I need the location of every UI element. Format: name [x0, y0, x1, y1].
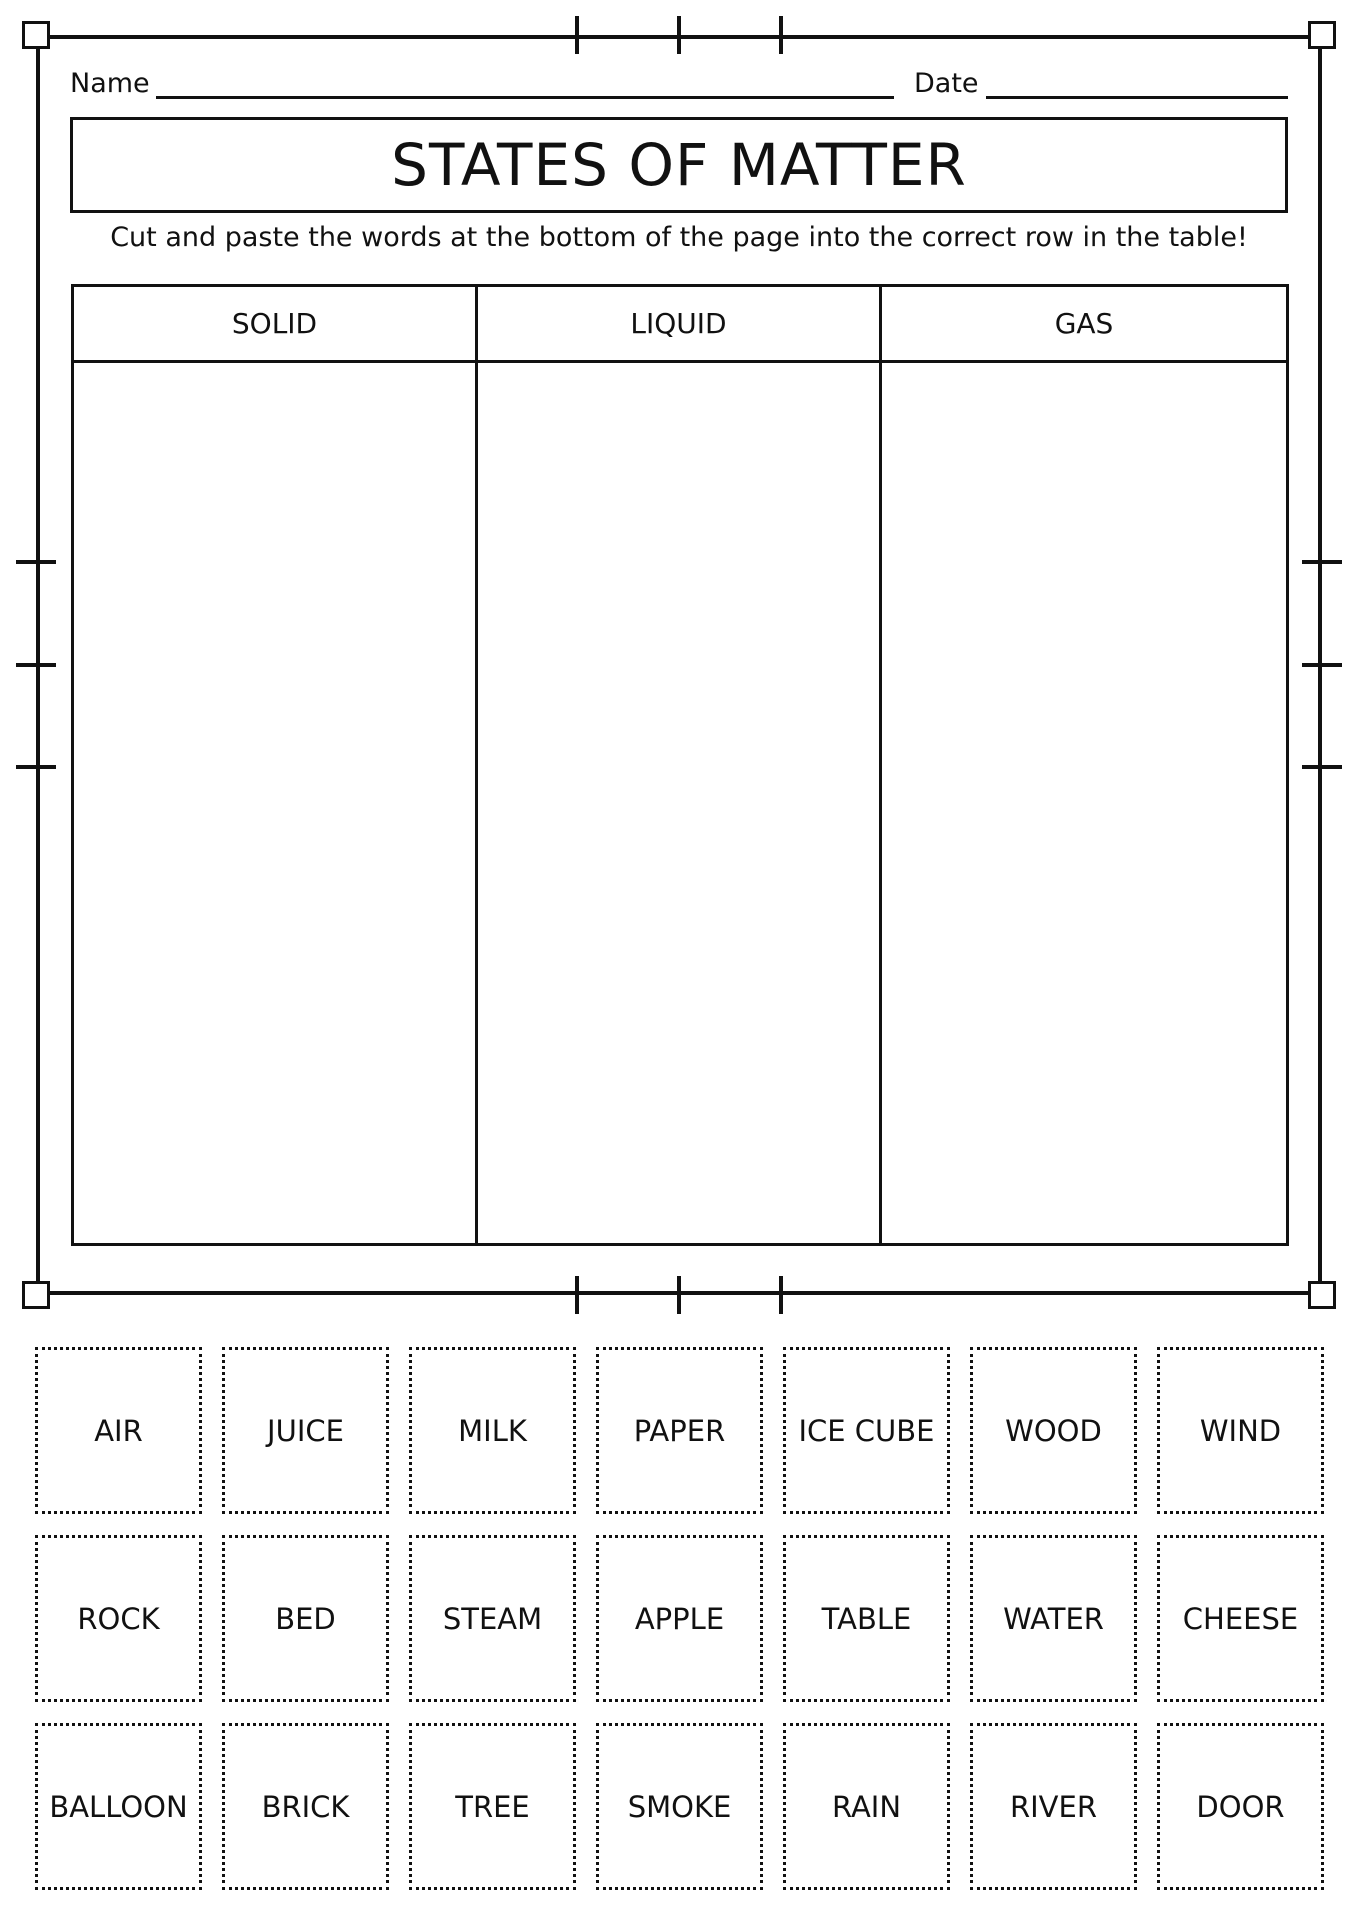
date-field[interactable] [986, 96, 1288, 99]
word-card[interactable]: RAIN [783, 1723, 950, 1890]
word-card[interactable]: ICE CUBE [783, 1347, 950, 1514]
name-date-row [70, 68, 1288, 104]
word-card[interactable]: SMOKE [596, 1723, 763, 1890]
tick-mark [16, 765, 56, 769]
word-card[interactable]: TREE [409, 1723, 576, 1890]
column-header-liquid: LIQUID [478, 287, 882, 363]
tick-mark [677, 1276, 681, 1314]
word-card[interactable]: BALLOON [35, 1723, 202, 1890]
word-card[interactable]: JUICE [222, 1347, 389, 1514]
word-card[interactable]: BRICK [222, 1723, 389, 1890]
tick-mark [1302, 765, 1342, 769]
word-card[interactable]: CHEESE [1157, 1535, 1324, 1702]
tick-mark [16, 663, 56, 667]
word-card[interactable]: RIVER [970, 1723, 1137, 1890]
word-card[interactable]: BED [222, 1535, 389, 1702]
name-label: Name [70, 68, 150, 99]
tick-mark [16, 560, 56, 564]
word-card[interactable]: AIR [35, 1347, 202, 1514]
solid-drop-zone[interactable] [74, 363, 478, 1243]
column-header-gas: GAS [882, 287, 1286, 363]
word-card[interactable]: WOOD [970, 1347, 1137, 1514]
word-card[interactable]: MILK [409, 1347, 576, 1514]
tick-mark [677, 16, 681, 54]
word-card[interactable]: TABLE [783, 1535, 950, 1702]
page-title: STATES OF MATTER [70, 117, 1288, 213]
tick-mark [779, 16, 783, 54]
tick-mark [779, 1276, 783, 1314]
tick-mark [575, 1276, 579, 1314]
corner-top-right [1308, 21, 1336, 49]
corner-bottom-right [1308, 1281, 1336, 1309]
word-card[interactable]: PAPER [596, 1347, 763, 1514]
word-card[interactable]: ROCK [35, 1535, 202, 1702]
tick-mark [1302, 560, 1342, 564]
name-field[interactable] [156, 96, 894, 99]
word-card[interactable]: WATER [970, 1535, 1137, 1702]
gas-drop-zone[interactable] [882, 363, 1286, 1243]
word-card[interactable]: STEAM [409, 1535, 576, 1702]
word-card[interactable]: APPLE [596, 1535, 763, 1702]
corner-top-left [22, 21, 50, 49]
liquid-drop-zone[interactable] [478, 363, 882, 1243]
tick-mark [575, 16, 579, 54]
corner-bottom-left [22, 1281, 50, 1309]
instructions-text: Cut and paste the words at the bottom of the page into the correct row in the table! [110, 222, 1248, 253]
word-card[interactable]: DOOR [1157, 1723, 1324, 1890]
word-card-grid [35, 1347, 1327, 1890]
word-card[interactable]: WIND [1157, 1347, 1324, 1514]
column-header-solid: SOLID [74, 287, 478, 363]
date-label: Date [914, 68, 979, 99]
sorting-table [71, 284, 1289, 1246]
tick-mark [1302, 663, 1342, 667]
